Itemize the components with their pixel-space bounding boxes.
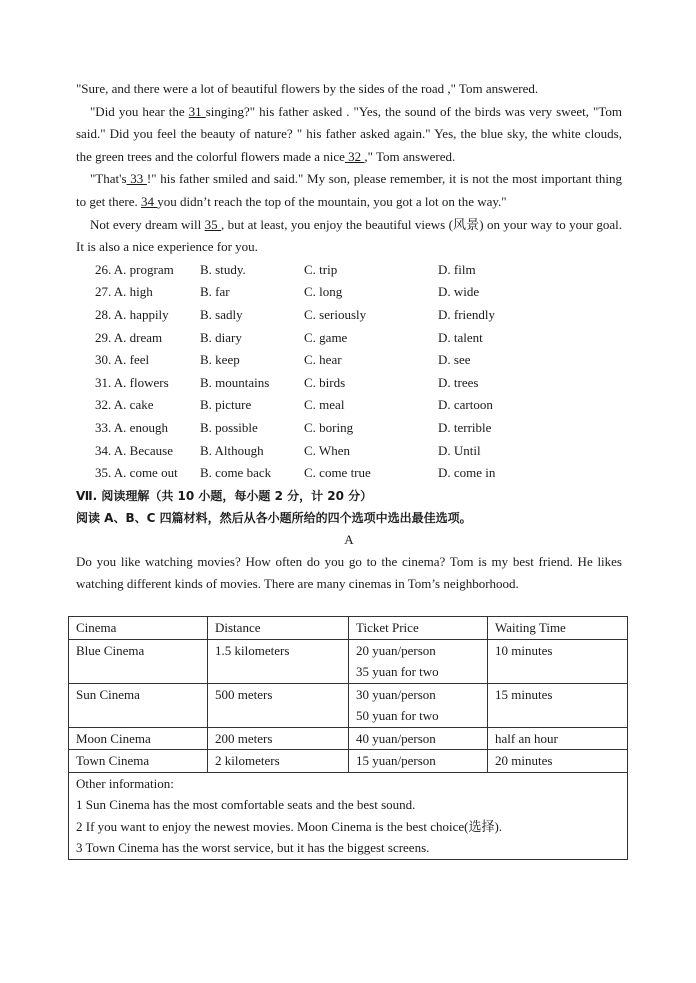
- option-row-32: [76, 394, 622, 417]
- option-b: B. come back: [200, 465, 272, 481]
- option-row-29: [76, 327, 622, 350]
- text: "Did you hear the: [90, 103, 189, 119]
- other-info-item: 1 Sun Cinema has the most comfortable seats and the best sound.: [76, 797, 416, 812]
- blank-31: 31: [188, 103, 206, 119]
- passage-paragraph-1: "Sure, and there were a lot of beautiful flowers by the sides of the road ," Tom answered.: [76, 81, 539, 96]
- cell-waiting: 15 minutes: [488, 683, 628, 727]
- cell-price: [349, 639, 488, 683]
- blank-35: 35: [204, 216, 221, 232]
- text: "That's: [90, 171, 127, 187]
- text: , but at least, you enjoy the beautiful views (风景) on your way to your goal. It is also a nice experience for you.: [76, 216, 622, 255]
- option-row-27: [76, 281, 622, 304]
- option-d: D. talent: [438, 329, 483, 345]
- other-info-title: Other information:: [76, 775, 174, 791]
- table-header: Cinema: [69, 617, 208, 640]
- option-b: B. picture: [200, 397, 252, 413]
- option-d: D. terrible: [438, 419, 492, 435]
- option-d: D. Until: [438, 442, 481, 458]
- passage-paragraph-3: [76, 168, 622, 213]
- table-row: [69, 683, 628, 727]
- option-c: C. long: [304, 284, 343, 300]
- cell-distance: 2 kilometers: [208, 750, 349, 773]
- option-c: C. When: [304, 442, 350, 458]
- option-a: 27. A. high: [95, 284, 153, 300]
- table-header: Distance: [208, 617, 349, 640]
- cell-waiting: 20 minutes: [488, 750, 628, 773]
- price-single: 20 yuan/person: [356, 642, 436, 658]
- option-d: D. wide: [438, 284, 480, 300]
- cell-distance: 500 meters: [208, 683, 349, 727]
- option-b: B. keep: [200, 352, 240, 368]
- cinema-table: [68, 616, 628, 860]
- other-info-item: 3 Town Cinema has the worst service, but it has the biggest screens.: [76, 840, 430, 855]
- passage-letter: A: [344, 531, 354, 547]
- option-c: C. trip: [304, 261, 338, 277]
- option-c: C. game: [304, 329, 348, 345]
- option-a: 31. A. flowers: [95, 374, 169, 390]
- option-c: C. seriously: [304, 306, 367, 322]
- option-c: C. come true: [304, 465, 371, 481]
- option-row-28: [76, 304, 622, 327]
- option-a: 26. A. program: [95, 261, 174, 277]
- cell-cinema: Blue Cinema: [69, 639, 208, 683]
- cell-cinema: Town Cinema: [69, 750, 208, 773]
- cell-distance: 1.5 kilometers: [208, 639, 349, 683]
- option-b: B. far: [200, 284, 230, 300]
- cell-price: [349, 683, 488, 727]
- blank-34: 34: [140, 193, 158, 209]
- cell-price: 15 yuan/person: [349, 750, 488, 773]
- cell-waiting: half an hour: [488, 727, 628, 750]
- text: singing?" his father asked . "Yes, the sound of the birds was very sweet, "Tom said." Did you feel the beauty of nature? " his father asked again." Yes, the blue sky, the white clouds, the green trees and the colorful flowers made a nice: [76, 103, 623, 164]
- option-row-26: [76, 259, 622, 282]
- text: !" his father smiled and said." My son, please remember, it is not the most important thing to get there.: [76, 171, 622, 209]
- option-a: 35. A. come out: [95, 465, 178, 481]
- option-d: D. see: [438, 352, 471, 368]
- price-double: 50 yuan for two: [356, 708, 439, 723]
- blank-32: 32: [344, 148, 365, 164]
- option-b: B. sadly: [200, 306, 243, 322]
- text: Not every dream will: [90, 216, 205, 232]
- other-info-item: 2 If you want to enjoy the newest movies. Moon Cinema is the best choice(选择).: [76, 818, 503, 834]
- option-row-34: [76, 440, 622, 463]
- blank-33: 33: [126, 171, 147, 187]
- option-row-35: [76, 462, 622, 485]
- other-info-row: [69, 772, 628, 859]
- text: ," Tom answered.: [364, 148, 456, 164]
- option-row-31: [76, 372, 622, 395]
- cell-cinema: Sun Cinema: [69, 683, 208, 727]
- answer-options: [76, 259, 622, 485]
- option-d: D. film: [438, 261, 476, 277]
- table-header-row: [69, 617, 628, 640]
- option-b: B. study.: [200, 261, 246, 277]
- other-info-cell: [69, 772, 628, 859]
- option-c: C. boring: [304, 419, 354, 435]
- table-header: Waiting Time: [488, 617, 628, 640]
- option-row-33: [76, 417, 622, 440]
- cell-distance: 200 meters: [208, 727, 349, 750]
- option-a: 29. A. dream: [95, 329, 163, 345]
- option-b: B. diary: [200, 329, 242, 345]
- option-a: 28. A. happily: [95, 306, 169, 322]
- cell-price: 40 yuan/person: [349, 727, 488, 750]
- option-b: B. mountains: [200, 374, 270, 390]
- option-b: B. Although: [200, 442, 264, 458]
- option-d: D. come in: [438, 465, 496, 481]
- option-d: D. trees: [438, 374, 479, 390]
- text: you didn’t reach the top of the mountain, you got a lot on the way.": [157, 193, 507, 209]
- reading-intro: Do you like watching movies? How often do you go to the cinema? Tom is my best friend. He likes watching different kinds of movies. There are many cinemas in Tom’s neighborhood.: [76, 553, 622, 592]
- table-row: [69, 639, 628, 683]
- price-double: 35 yuan for two: [356, 664, 439, 679]
- option-b: B. possible: [200, 419, 258, 435]
- cell-cinema: Moon Cinema: [69, 727, 208, 750]
- option-c: C. birds: [304, 374, 346, 390]
- option-d: D. cartoon: [438, 397, 493, 413]
- option-a: 34. A. Because: [95, 442, 173, 458]
- section-instruction: 阅读 A、B、C 四篇材料，然后从各小题所给的四个选项中选出最佳选项。: [76, 510, 472, 525]
- option-a: 32. A. cake: [95, 397, 154, 413]
- table-row: [69, 750, 628, 773]
- cell-waiting: 10 minutes: [488, 639, 628, 683]
- option-a: 30. A. feel: [95, 352, 150, 368]
- passage-paragraph-2: [76, 101, 622, 169]
- option-row-30: [76, 349, 622, 372]
- passage-paragraph-4: [76, 214, 622, 259]
- table-row: [69, 727, 628, 750]
- option-c: C. hear: [304, 352, 342, 368]
- table-header: Ticket Price: [349, 617, 488, 640]
- section-heading: Ⅶ. 阅读理解（共 10 小题，每小题 2 分，计 20 分）: [76, 488, 373, 503]
- option-c: C. meal: [304, 397, 345, 413]
- document-page: [76, 78, 622, 596]
- option-d: D. friendly: [438, 306, 496, 322]
- price-single: 30 yuan/person: [356, 686, 436, 702]
- option-a: 33. A. enough: [95, 419, 168, 435]
